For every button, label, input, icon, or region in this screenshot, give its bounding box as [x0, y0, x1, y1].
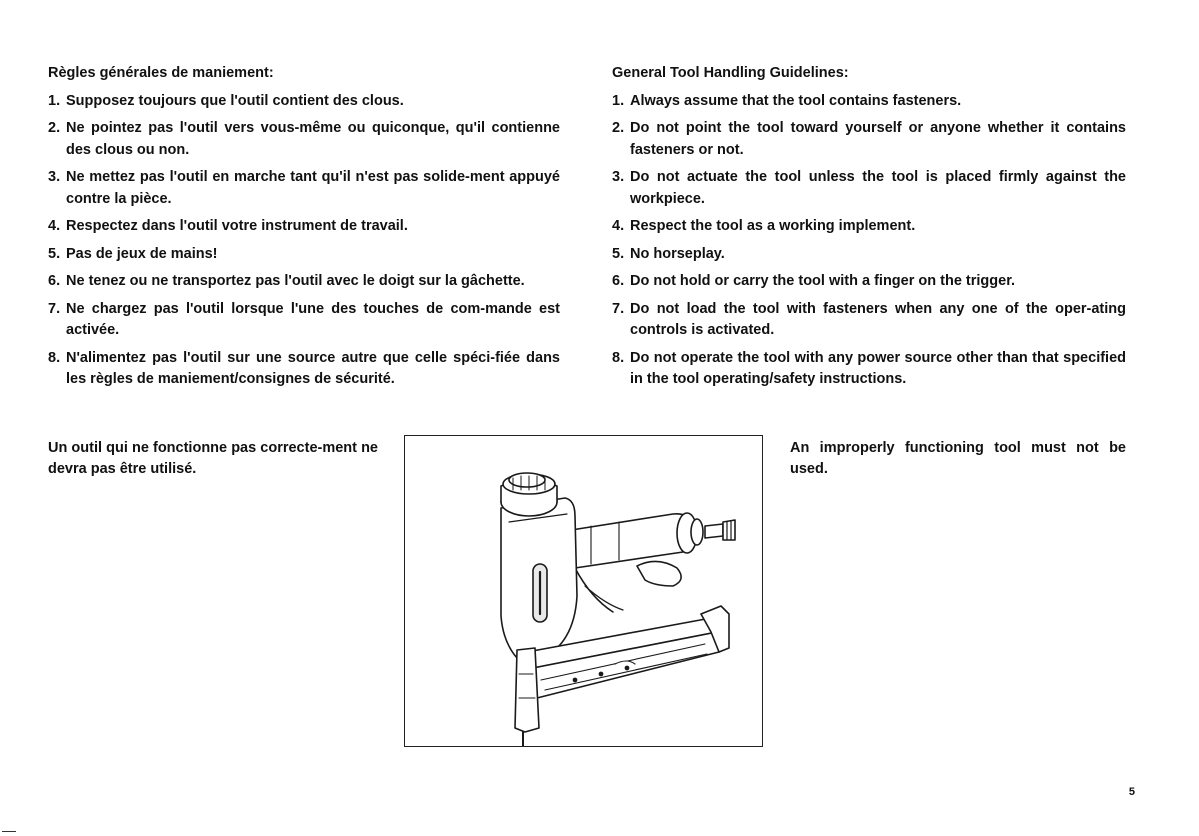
item-number: 7. [48, 300, 61, 317]
item-text: Respect the tool as a working implement. [630, 218, 916, 234]
list-item [48, 244, 560, 266]
list-item [48, 118, 560, 161]
item-number: 6. [612, 273, 625, 289]
item-number: 8. [48, 349, 61, 366]
list-item [612, 348, 1126, 391]
item-number: 8. [612, 349, 625, 366]
english-warning: An improperly functioning tool must not be used. [790, 440, 1126, 477]
item-text: Ne mettez pas l'outil en marche tant qu'il n'est pas solide-ment appuyé contre la pièce. [66, 169, 560, 207]
french-heading: Règles générales de maniement: [48, 65, 274, 81]
list-item [48, 348, 560, 391]
item-number: 3. [48, 169, 61, 185]
tool-figure [404, 435, 763, 747]
item-text: Supposez toujours que l'outil contient des clous. [66, 92, 404, 109]
item-text: Always assume that the tool contains fasteners. [630, 92, 962, 109]
item-text: Ne tenez ou ne transportez pas l'outil avec le doigt sur la gâchette. [66, 273, 525, 289]
item-number: 1. [612, 92, 625, 109]
item-number: 6. [48, 273, 61, 289]
list-item [48, 299, 560, 342]
item-number: 2. [48, 120, 61, 136]
french-rules-list [48, 91, 560, 391]
item-number: 4. [612, 218, 625, 234]
page-number: 5 [1128, 786, 1135, 798]
item-text: Do not load the tool with fasteners when any one of the oper-ating controls is activated. [630, 300, 1126, 338]
item-number: 5. [48, 245, 61, 262]
pneumatic-nailer-icon [405, 436, 762, 746]
item-text: Respectez dans l'outil votre instrument de travail. [66, 218, 408, 234]
list-item [612, 216, 1126, 238]
list-item [612, 299, 1126, 342]
item-number: 1. [48, 92, 61, 109]
english-heading: General Tool Handling Guidelines: [612, 65, 849, 81]
item-number: 5. [612, 245, 625, 262]
list-item [612, 244, 1126, 266]
item-number: 3. [612, 169, 625, 185]
french-warning: Un outil qui ne fonctionne pas correcte-ment ne devra pas être utilisé. [48, 440, 378, 477]
item-text: Do not actuate the tool unless the tool is placed firmly against the workpiece. [630, 169, 1126, 207]
list-item [612, 271, 1126, 293]
list-item [48, 271, 560, 293]
item-text: Do not point the tool toward yourself or anyone whether it contains fasteners or not. [630, 120, 1126, 158]
item-text: No horseplay. [630, 245, 725, 262]
french-guidelines [48, 63, 560, 397]
item-text: Ne pointez pas l'outil vers vous-même ou quiconque, qu'il contienne des clous ou non. [66, 120, 560, 158]
english-guidelines [612, 63, 1126, 397]
item-number: 7. [612, 300, 625, 317]
list-item [48, 91, 560, 113]
item-text: Do not hold or carry the tool with a finger on the trigger. [630, 273, 1016, 289]
item-text: Ne chargez pas l'outil lorsque l'une des touches de com-mande est activée. [66, 300, 560, 338]
corner-mark [2, 831, 16, 832]
item-text: N'alimentez pas l'outil sur une source autre que celle spéci-fiée dans les règles de maniement/consignes de sécurité. [66, 349, 560, 387]
item-text: Pas de jeux de mains! [66, 245, 218, 262]
list-item [612, 118, 1126, 161]
list-item [612, 167, 1126, 210]
item-number: 4. [48, 218, 61, 234]
list-item [48, 216, 560, 238]
item-text: Do not operate the tool with any power source other than that specified in the tool operating/safety instructions. [630, 349, 1126, 387]
item-number: 2. [612, 120, 625, 136]
list-item [48, 167, 560, 210]
list-item [612, 91, 1126, 113]
english-rules-list [612, 91, 1126, 391]
